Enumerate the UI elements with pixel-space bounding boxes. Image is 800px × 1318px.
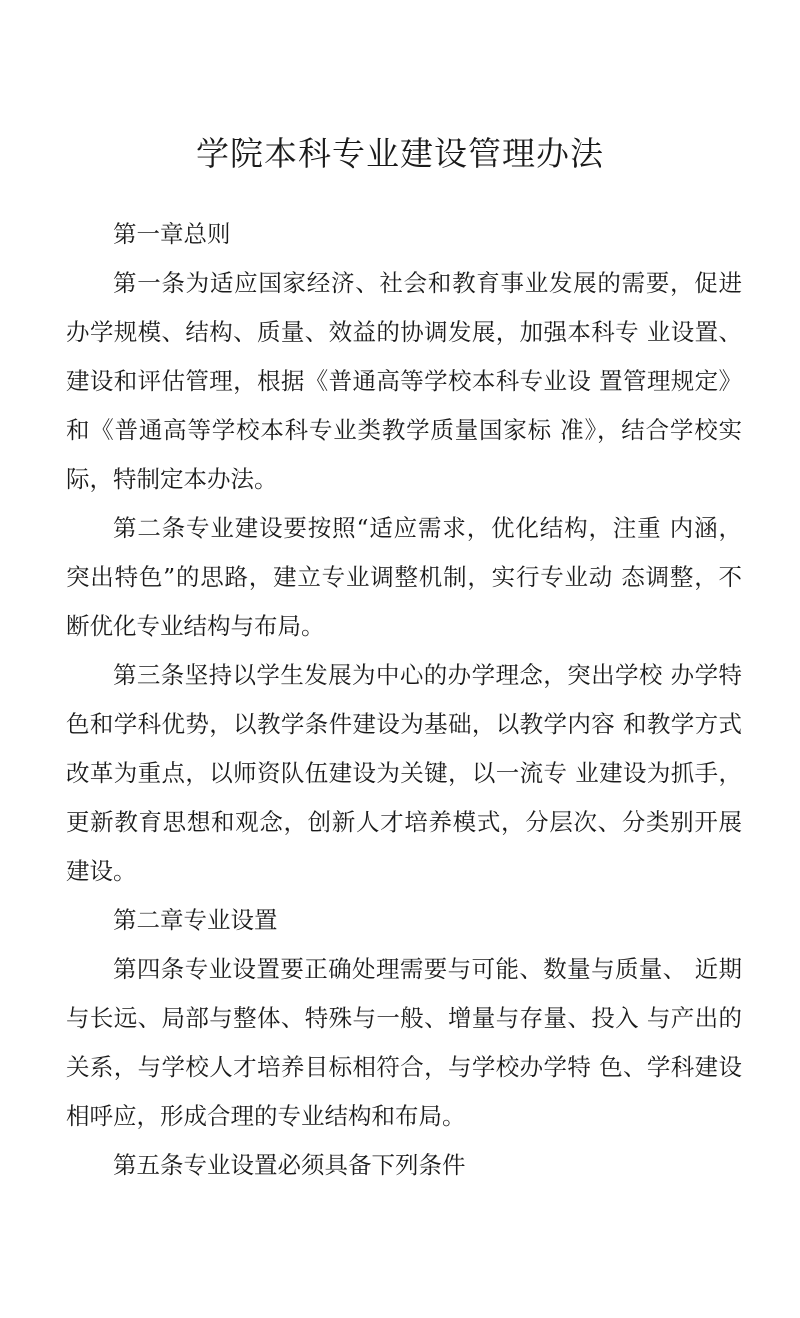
article-paragraph: 第二条专业建设要按照“适应需求，优化结构，注重 内涵，突出特色”的思路，建立专业调整机制，实行专业动 态调整，不断优化专业结构与布局。: [66, 514, 742, 640]
chapter-heading: 第二章专业设置: [113, 906, 278, 934]
chapter-heading: 第一章总则: [113, 220, 231, 248]
article-paragraph: 第一条为适应国家经济、社会和教育事业发展的需要，促进办学规模、结构、质量、效益的协调发展，加强本科专 业设置、建设和评估管理，根据《普通高等学校本科专业设 置管理规定》和《普通高等学校本科专业类教学质量国家标 准》，结合学校实际，特制定本办法。: [66, 269, 742, 493]
article-paragraph: 第三条坚持以学生发展为中心的办学理念，突出学校 办学特色和学科优势，以教学条件建设为基础，以教学内容 和教学方式改革为重点，以师资队伍建设为关键，以一流专 业建设为抓手，更新教育思想和观念，创新人才培养模式，分层次、分类别开展建设。: [66, 661, 742, 885]
article-paragraph: 第四条专业设置要正确处理需要与可能、数量与质量、 近期与长远、局部与整体、特殊与一般、增量与存量、投入 与产出的关系，与学校人才培养目标相符合，与学校办学特 色、学科建设相呼应，形成合理的专业结构和布局。: [66, 955, 742, 1130]
article-paragraph: 第五条专业设置必须具备下列条件: [113, 1151, 466, 1179]
document-body: [66, 210, 742, 1190]
document-title: 学院本科专业建设管理办法: [196, 134, 604, 173]
